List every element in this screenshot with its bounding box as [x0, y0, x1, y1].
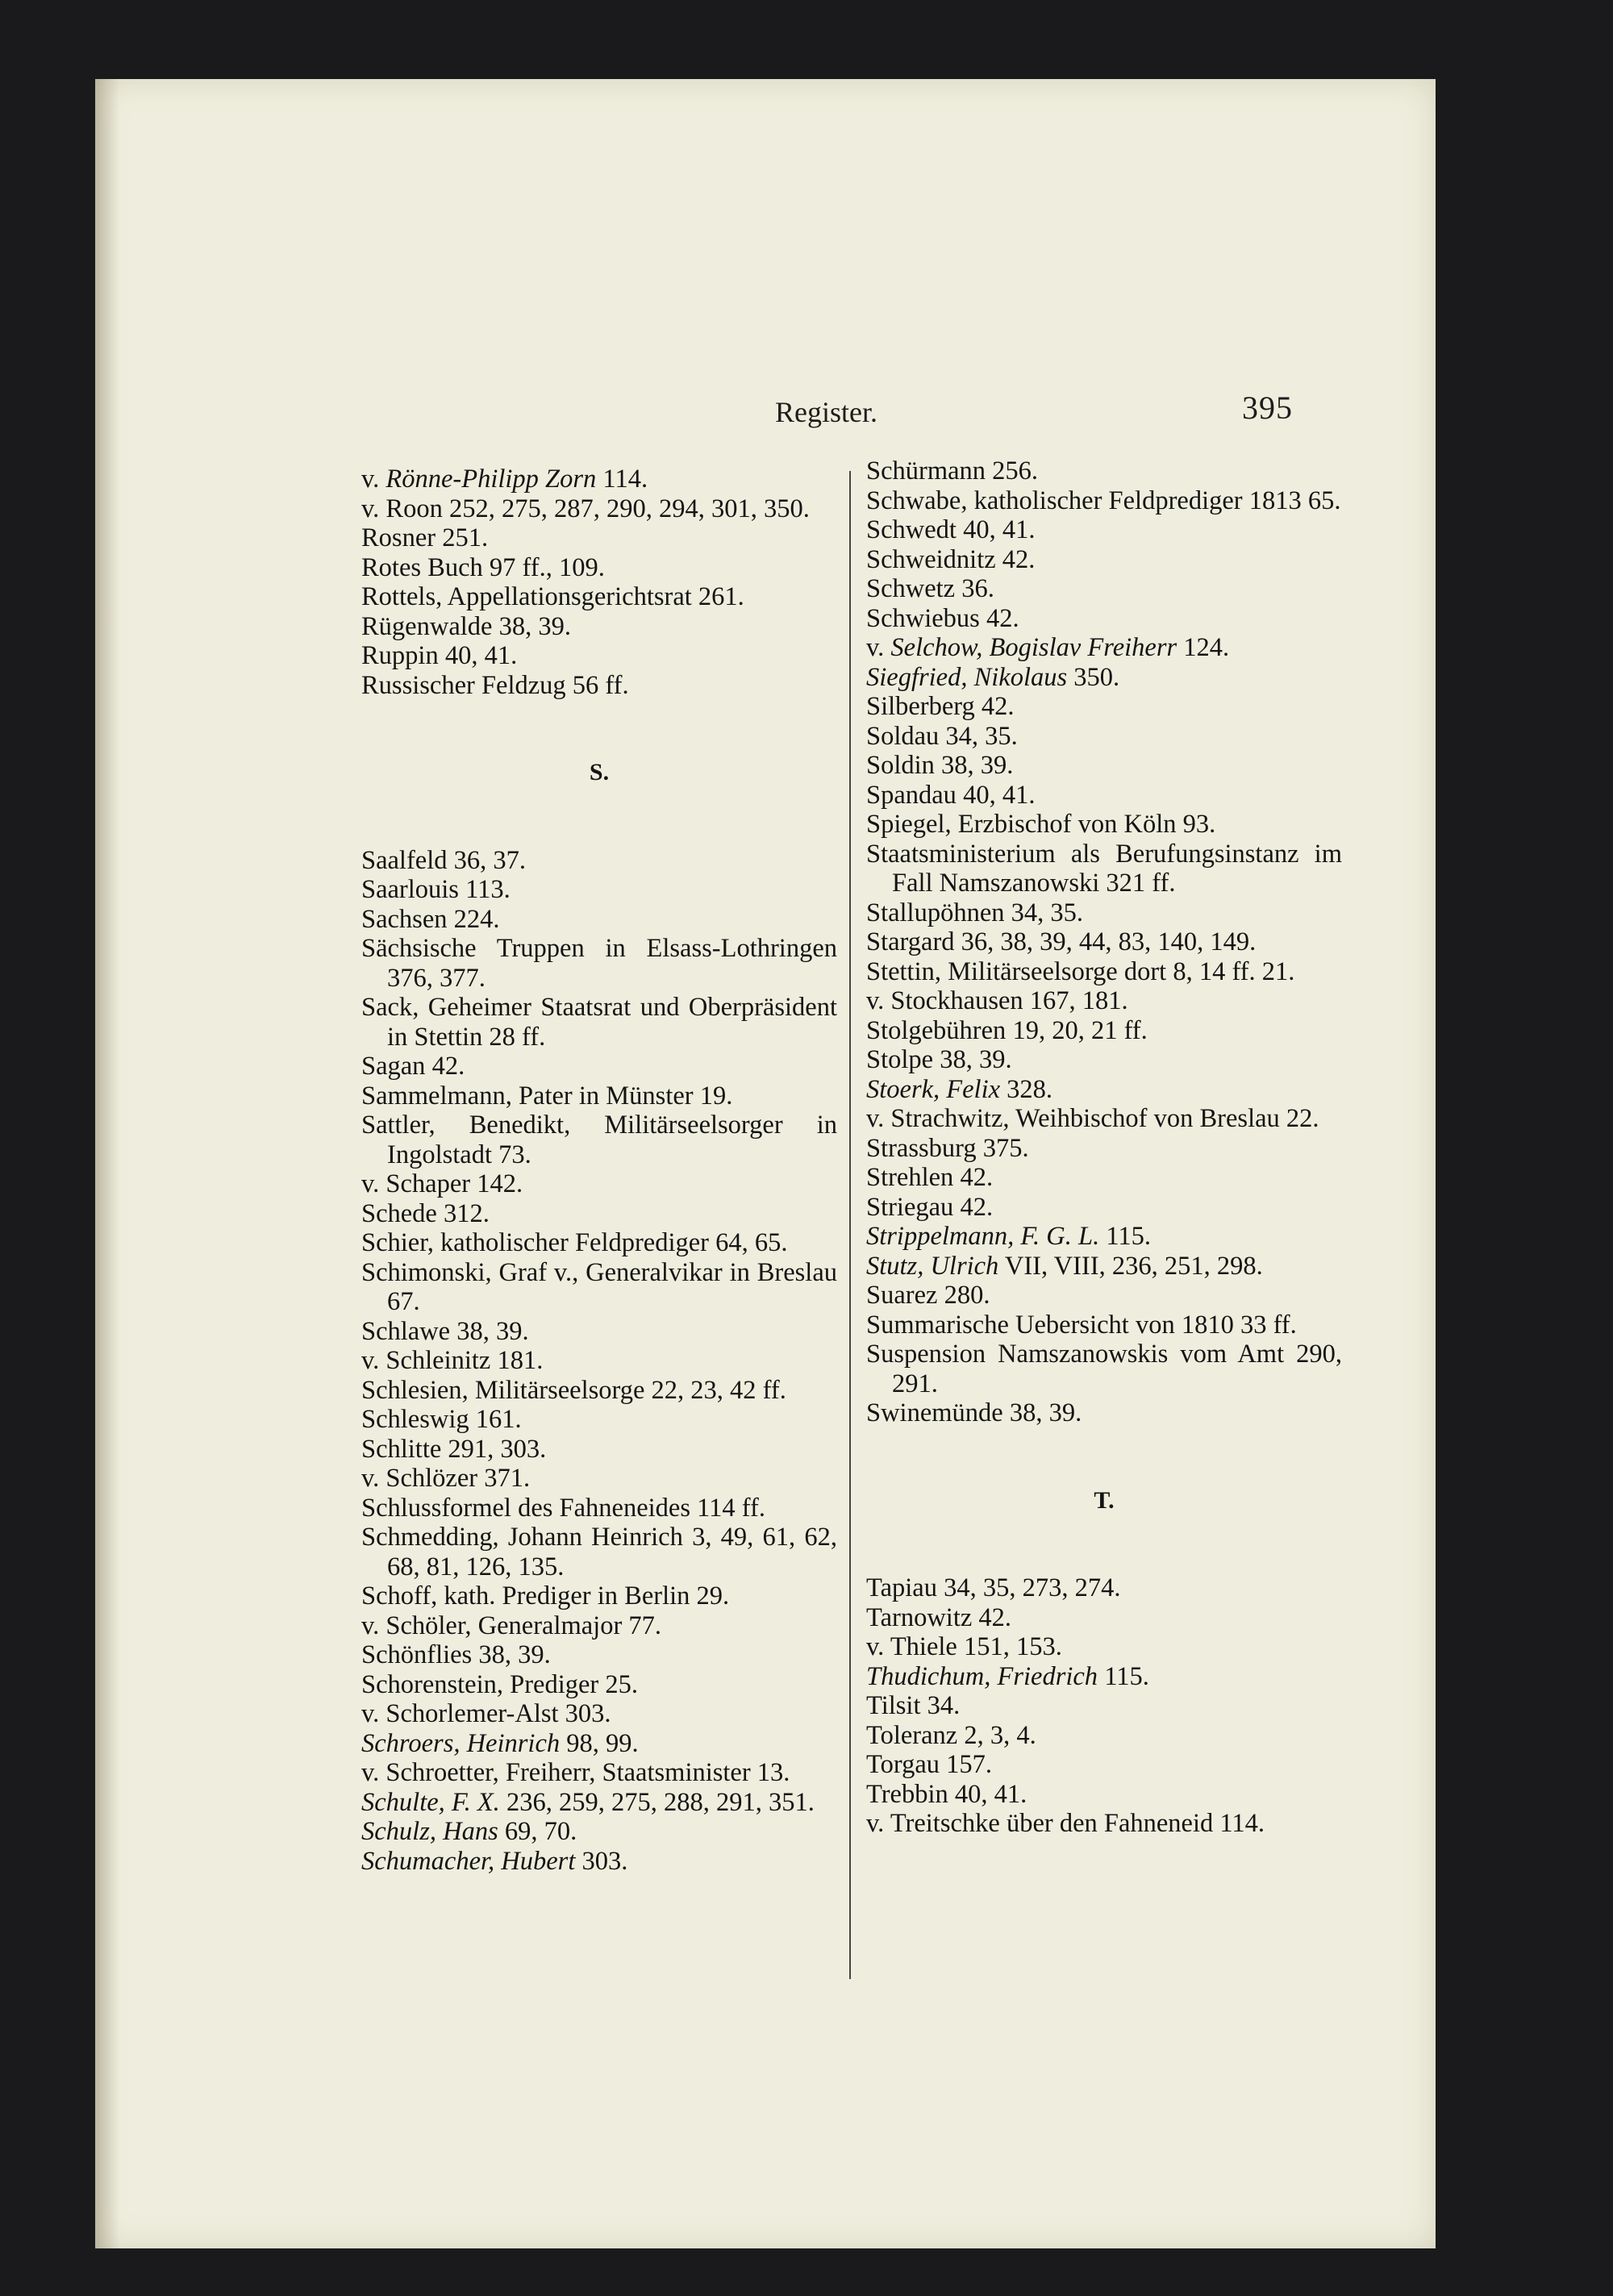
- entry-name: Staatsministerium: [866, 839, 1056, 869]
- entry-name: Stutz, Ulrich: [866, 1251, 999, 1281]
- index-entry: [361, 1258, 837, 1317]
- entry-references: 181.: [490, 1346, 544, 1375]
- entry-prefix: v.: [361, 465, 386, 494]
- book-page: [95, 79, 1436, 2248]
- index-entry: [866, 840, 1342, 898]
- entry-name: Roon: [386, 494, 443, 523]
- entry-references: als Berufungsinstanz im Fall Namszanowski 321 ff.: [892, 839, 1342, 898]
- entry-prefix: v.: [361, 1758, 386, 1787]
- entry-references: 114 ff.: [690, 1493, 765, 1523]
- index-entry: [866, 456, 1342, 486]
- index-entry: [866, 927, 1342, 957]
- entry-references: über den Fahneneid 114.: [999, 1809, 1265, 1838]
- column-divider: [849, 471, 851, 1979]
- entry-references: , Pater in Münster 19.: [505, 1081, 733, 1110]
- entry-references: 69, 70.: [498, 1817, 577, 1846]
- entry-name: Stockhausen: [890, 986, 1023, 1015]
- index-entry: [361, 553, 837, 583]
- index-entry: [866, 1398, 1342, 1428]
- entry-name: Saalfeld: [361, 845, 448, 875]
- entry-name: Thiele: [890, 1632, 957, 1661]
- entry-references: , Freiherr, Staatsminister 13.: [492, 1758, 790, 1787]
- entry-references: 303.: [558, 1699, 611, 1728]
- entry-references: 113.: [458, 875, 511, 904]
- entry-name: Sack: [361, 993, 413, 1022]
- running-head: Register.: [775, 396, 877, 428]
- index-entry: [866, 1311, 1342, 1340]
- entry-references: 157.: [940, 1750, 992, 1779]
- entry-name: Schönflies: [361, 1640, 473, 1669]
- entry-references: , Appellationsgerichtsrat 261.: [436, 582, 744, 611]
- entry-references: 161.: [469, 1405, 522, 1434]
- entry-name: Schede: [361, 1198, 437, 1228]
- entry-name: Schleinitz: [386, 1346, 491, 1375]
- index-entry: [361, 582, 837, 612]
- index-entry: [361, 1405, 837, 1435]
- entry-references: 3, 49, 61, 62, 68, 81, 126, 135.: [387, 1523, 837, 1581]
- index-entry: [361, 465, 837, 494]
- entry-name: Spiegel: [866, 810, 945, 839]
- entry-references: 151, 153.: [957, 1632, 1062, 1661]
- index-entry: [361, 1581, 837, 1611]
- entry-name: Soldin: [866, 751, 935, 780]
- entry-name: Sammelmann: [361, 1081, 506, 1110]
- entry-name: Schlözer: [386, 1464, 478, 1493]
- entry-name: Schwetz: [866, 574, 956, 603]
- index-entry: [866, 810, 1342, 840]
- index-entry: [361, 1376, 837, 1406]
- entry-references: 19, 20, 21 ff.: [1006, 1015, 1148, 1045]
- index-entry: [361, 641, 837, 671]
- entry-name: Spandau: [866, 780, 957, 810]
- entry-references: 42.: [972, 1602, 1012, 1632]
- entry-prefix: v.: [866, 1632, 890, 1661]
- index-entry: [866, 1662, 1342, 1692]
- index-entry: [361, 1611, 837, 1641]
- index-entry: [361, 1699, 837, 1729]
- entry-name: Summarische Uebersicht: [866, 1310, 1129, 1340]
- entry-name: Treitschke: [890, 1809, 1000, 1838]
- entry-name: Strehlen: [866, 1163, 954, 1192]
- entry-name: Stolpe: [866, 1045, 934, 1074]
- entry-name: Sattler, Benedikt: [361, 1110, 565, 1140]
- entry-references: , Erzbischof von Köln 93.: [944, 810, 1216, 839]
- entry-name: Rönne-Philipp Zorn: [386, 465, 597, 494]
- entry-references: 40, 41.: [956, 515, 1036, 544]
- entry-references: von 1810 33 ff.: [1128, 1310, 1297, 1340]
- index-entry: [361, 494, 837, 524]
- index-entry: [866, 986, 1342, 1016]
- index-entry: [866, 1193, 1342, 1223]
- entry-references: 42.: [974, 692, 1015, 721]
- entry-name: Schier: [361, 1228, 427, 1257]
- entry-references: 38, 39.: [934, 751, 1014, 780]
- index-entry: [866, 898, 1342, 928]
- entry-name: Schorlemer-Alst: [386, 1699, 559, 1728]
- entry-references: 40, 41.: [948, 1779, 1027, 1809]
- index-entry: [866, 1340, 1342, 1398]
- section-heading-t: T.: [1094, 1486, 1115, 1514]
- entry-name: Stargard: [866, 927, 955, 956]
- index-entry: [866, 515, 1342, 545]
- entry-name: Saarlouis: [361, 875, 459, 904]
- entry-references: 291, 303.: [441, 1434, 547, 1464]
- index-entry: [361, 875, 837, 905]
- index-entry: [866, 722, 1342, 752]
- index-entry: [866, 1075, 1342, 1105]
- index-entry: [866, 486, 1342, 516]
- entry-references: , Prediger 25.: [496, 1669, 638, 1699]
- entry-name: Torgau: [866, 1750, 940, 1779]
- index-entry: [361, 905, 837, 935]
- index-entry: [361, 1317, 837, 1347]
- entries-r: [361, 465, 837, 700]
- entry-prefix: v.: [361, 494, 386, 523]
- entry-references: 115.: [1099, 1222, 1152, 1251]
- entry-references: 115.: [1098, 1661, 1149, 1691]
- index-entry: [866, 1632, 1342, 1662]
- entry-name: Schroers, Heinrich: [361, 1728, 561, 1758]
- entry-name: Schorenstein: [361, 1669, 497, 1699]
- entry-references: VII, VIII, 236, 251, 298.: [998, 1251, 1263, 1281]
- index-entry: [866, 1809, 1342, 1839]
- entries-s: [361, 846, 837, 1877]
- entry-name: Silberberg: [866, 692, 975, 721]
- entry-prefix: v.: [361, 1346, 386, 1375]
- index-entry: [866, 663, 1342, 693]
- index-entry: [866, 751, 1342, 781]
- index-entry: [361, 1817, 837, 1847]
- index-entry: [361, 1346, 837, 1376]
- index-entry: [866, 1016, 1342, 1046]
- index-entry: [361, 612, 837, 642]
- entry-references: , Weihbischof von Breslau 22.: [1002, 1104, 1319, 1133]
- entry-references: 328.: [1000, 1074, 1053, 1104]
- entry-name: Striegau: [866, 1192, 954, 1222]
- entry-name: Schwedt: [866, 515, 957, 544]
- entry-prefix: v.: [866, 1104, 891, 1133]
- entry-references: 167, 181.: [1023, 986, 1128, 1015]
- index-entry: [361, 934, 837, 993]
- entry-references: 36, 37.: [447, 845, 526, 875]
- index-entry: [866, 1045, 1342, 1075]
- entry-name: Stallupöhnen: [866, 898, 1005, 927]
- index-entry: [866, 1780, 1342, 1810]
- entry-references: 371.: [477, 1464, 531, 1493]
- entry-name: Stoerk, Felix: [866, 1074, 1001, 1104]
- index-entry: [866, 781, 1342, 810]
- entry-name: Schmedding, Johann Heinrich: [361, 1523, 683, 1552]
- entry-name: Stolgebühren: [866, 1015, 1007, 1045]
- entry-prefix: v.: [361, 1699, 386, 1728]
- index-entry: [866, 692, 1342, 722]
- index-entry: [866, 1573, 1342, 1603]
- entry-references: , Graf v., Generalvikar in Breslau 67.: [387, 1257, 837, 1316]
- entry-name: Schulte, F. X.: [361, 1787, 500, 1817]
- index-entry: [866, 1691, 1342, 1721]
- index-entry: [361, 523, 837, 553]
- entry-name: Sächsische Truppen in Elsass-Lothringen: [361, 934, 837, 963]
- entry-name: Schwabe: [866, 485, 961, 515]
- entry-references: 34, 35.: [939, 721, 1018, 751]
- entry-references: 36.: [955, 574, 994, 603]
- entry-name: Siegfried, Nikolaus: [866, 662, 1068, 692]
- entry-references: 56 ff.: [565, 670, 629, 700]
- entry-references: 34.: [920, 1691, 961, 1720]
- index-entry: [361, 1464, 837, 1494]
- entry-name: Swinemünde: [866, 1398, 1003, 1427]
- entry-references: 36, 38, 39, 44, 83, 140, 149.: [954, 927, 1257, 956]
- index-entry: [361, 1435, 837, 1465]
- entry-name: Tapiau: [866, 1573, 937, 1602]
- entry-name: Thudichum, Friedrich: [866, 1661, 1098, 1691]
- entry-references: 2, 3, 4.: [957, 1720, 1036, 1750]
- entry-name: Tilsit: [866, 1691, 921, 1720]
- index-entry: [866, 574, 1342, 604]
- entry-references: 256.: [986, 456, 1039, 485]
- index-entry: [361, 1640, 837, 1670]
- entries-t: [866, 1573, 1342, 1839]
- entry-references: 34, 35.: [1004, 898, 1084, 927]
- index-column-right: [866, 456, 1342, 1839]
- entry-references: , katholischer Feldprediger 64, 65.: [427, 1228, 788, 1257]
- entry-name: Strachwitz: [890, 1104, 1003, 1133]
- index-entry: [361, 1052, 837, 1081]
- index-entry: [866, 1603, 1342, 1633]
- entry-references: 38, 39.: [492, 611, 571, 641]
- entry-references: 38, 39.: [472, 1640, 551, 1669]
- entry-prefix: v.: [866, 633, 891, 662]
- index-entry: [361, 1847, 837, 1877]
- entry-references: 40, 41.: [438, 641, 518, 670]
- index-column-left: [361, 465, 837, 1876]
- entry-references: 42.: [953, 1163, 994, 1192]
- entry-name: Schaper: [386, 1169, 471, 1198]
- entry-name: Tarnowitz: [866, 1602, 973, 1632]
- entry-prefix: v.: [361, 1611, 386, 1640]
- entry-prefix: v.: [866, 1809, 890, 1838]
- entry-references: 38, 39.: [1002, 1398, 1082, 1427]
- index-entry: [866, 1134, 1342, 1164]
- index-entry: [866, 604, 1342, 634]
- entry-references: , Militärseelsorge dort 8, 14 ff. 21.: [934, 956, 1295, 986]
- index-entry: [866, 545, 1342, 575]
- entry-name: Sagan: [361, 1052, 426, 1081]
- index-entry: [866, 1750, 1342, 1780]
- index-entry: [361, 1670, 837, 1700]
- entry-references: 312.: [436, 1198, 490, 1228]
- entry-references: 38, 39.: [933, 1045, 1012, 1074]
- entry-references: , Geheimer Staatsrat und Oberpräsident in Stettin 28 ff.: [387, 993, 837, 1052]
- entry-name: Schweidnitz: [866, 544, 996, 574]
- index-entry: [361, 846, 837, 876]
- index-entry: [866, 1721, 1342, 1751]
- entry-name: Schumacher, Hubert: [361, 1846, 576, 1876]
- entry-name: Schlitte: [361, 1434, 442, 1464]
- entry-name: Schoff: [361, 1581, 431, 1611]
- entry-name: Suarez: [866, 1281, 938, 1310]
- entry-name: Selchow, Bogislav Freiherr: [890, 633, 1177, 662]
- entry-name: Schleswig: [361, 1405, 469, 1434]
- entry-references: , Generalmajor 77.: [465, 1611, 662, 1640]
- entry-references: 251.: [436, 523, 489, 552]
- entry-references: 42.: [953, 1192, 994, 1222]
- index-entry: [361, 1758, 837, 1788]
- index-entry: [866, 1281, 1342, 1311]
- entry-name: Schlussformel des Fahneneides: [361, 1493, 690, 1523]
- index-entry: [866, 1252, 1342, 1281]
- entry-references: 124.: [1177, 633, 1230, 662]
- page-header: [95, 390, 1436, 435]
- entry-prefix: v.: [361, 1169, 386, 1198]
- entry-name: Schlawe: [361, 1316, 451, 1346]
- entry-references: vom Amt 290, 291.: [892, 1340, 1342, 1398]
- index-entry: [361, 1081, 837, 1111]
- entry-references: 350.: [1067, 662, 1120, 692]
- entry-references: 280.: [937, 1281, 990, 1310]
- entry-references: 252, 275, 287, 290, 294, 301, 350.: [442, 494, 810, 523]
- entry-name: Rosner: [361, 523, 436, 552]
- entry-references: 114.: [596, 465, 648, 494]
- index-entry: [361, 1494, 837, 1523]
- entry-references: , Militärseelsorge 22, 23, 42 ff.: [461, 1375, 786, 1405]
- index-entry: [361, 671, 837, 701]
- entry-name: Schöler: [386, 1611, 465, 1640]
- entry-name: Schürmann: [866, 456, 986, 485]
- page-number: 395: [1242, 390, 1293, 426]
- index-entry: [361, 1199, 837, 1229]
- index-entry: [361, 1523, 837, 1581]
- entry-name: Schulz, Hans: [361, 1817, 498, 1846]
- entry-references: 303.: [575, 1846, 628, 1876]
- entry-name: Toleranz: [866, 1720, 958, 1750]
- entry-name: Schimonski: [361, 1257, 486, 1287]
- entry-references: , Militärseelsorger in Ingolstadt 73.: [387, 1110, 838, 1169]
- entry-references: 38, 39.: [450, 1316, 529, 1346]
- entry-name: Strippelmann, F. G. L.: [866, 1222, 1100, 1251]
- entry-references: 375.: [976, 1133, 1029, 1163]
- entry-references: 42.: [425, 1052, 465, 1081]
- entry-name: Sachsen: [361, 904, 448, 934]
- index-entry: [866, 633, 1342, 663]
- section-heading-s: S.: [589, 759, 610, 785]
- entry-references: 376, 377.: [387, 963, 486, 993]
- entry-name: Strassburg: [866, 1133, 977, 1163]
- entry-name: Soldau: [866, 721, 940, 751]
- index-entry: [866, 1222, 1342, 1252]
- entry-references: , katholischer Feldprediger 1813 65.: [961, 485, 1341, 515]
- index-entry: [361, 1788, 837, 1818]
- entry-references: 224.: [447, 904, 500, 934]
- index-entry: [866, 1163, 1342, 1193]
- index-entry: [361, 1169, 837, 1199]
- entry-name: Stettin: [866, 956, 935, 986]
- entry-name: Schroetter: [386, 1758, 493, 1787]
- entry-references: 98, 99.: [560, 1728, 639, 1758]
- entry-name: Schwiebus: [866, 603, 980, 633]
- entry-prefix: v.: [866, 986, 891, 1015]
- index-entry: [866, 1104, 1342, 1134]
- entry-references: , kath. Prediger in Berlin 29.: [431, 1581, 730, 1611]
- entries-s-continued: [866, 456, 1342, 1428]
- entry-name: Trebbin: [866, 1779, 948, 1809]
- entry-references: 142.: [470, 1169, 523, 1198]
- index-entry: [866, 957, 1342, 987]
- index-entry: [361, 1110, 837, 1169]
- entry-references: 34, 35, 273, 274.: [936, 1573, 1121, 1602]
- entry-name: Rügenwalde: [361, 611, 493, 641]
- index-entry: [361, 1729, 837, 1759]
- entry-references: 42.: [995, 544, 1036, 574]
- index-entry: [361, 1228, 837, 1258]
- entry-name: Rottels: [361, 582, 436, 611]
- entry-name: Ruppin: [361, 641, 439, 670]
- entry-references: 42.: [979, 603, 1019, 633]
- entry-prefix: v.: [361, 1464, 386, 1493]
- index-entry: [361, 993, 837, 1052]
- entry-name: Schlesien: [361, 1375, 462, 1405]
- entry-references: 97 ff., 109.: [482, 552, 605, 582]
- entry-name: Russischer Feldzug: [361, 670, 566, 700]
- entry-name: Suspension Namszanowskis: [866, 1340, 1169, 1369]
- entry-references: 236, 259, 275, 288, 291, 351.: [499, 1787, 815, 1817]
- entry-name: Rotes Buch: [361, 552, 483, 582]
- entry-references: 40, 41.: [956, 780, 1036, 810]
